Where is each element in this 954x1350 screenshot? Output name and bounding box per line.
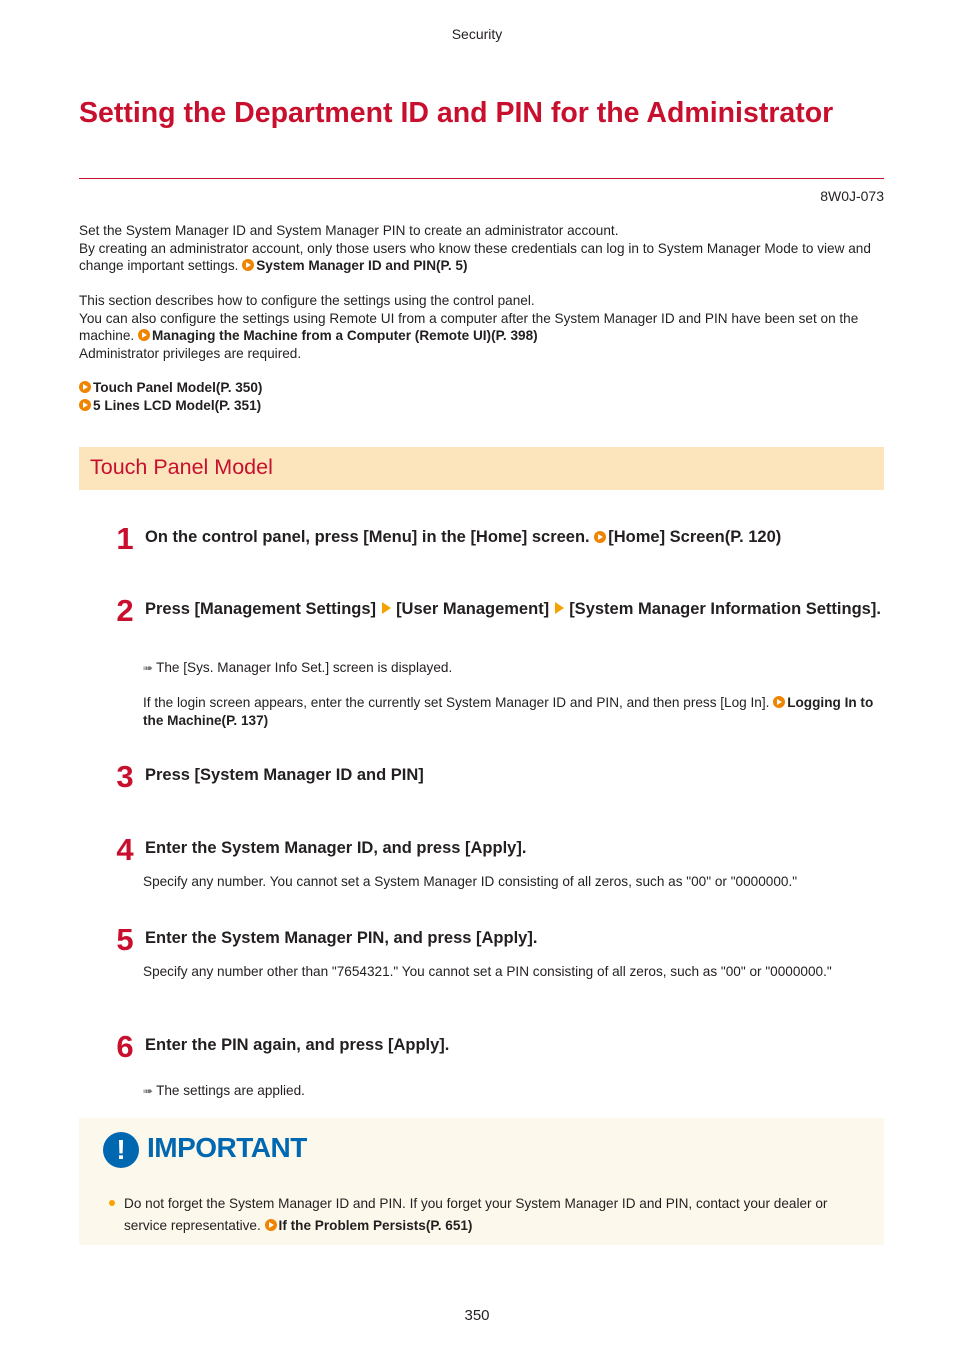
step-5-note: Specify any number other than "7654321." You cannot set a PIN consisting of all zeros, such as "00" or "0000000." [143,964,832,979]
important-body: Do not forget the System Manager ID and PIN. If you forget your System Manager ID and PIN, contact your dealer or service representative. [124,1196,828,1233]
link-label: Managing the Machine from a Computer (Remote UI)(P. 398) [151,328,538,343]
intro-line-4: You can also configure the settings using Remote UI from a computer after the System Manager ID and PIN have been set on the machine. [79,310,859,343]
step-6-result [143,1082,883,1101]
link-arrow-icon [265,1219,277,1231]
link-touch-panel-model[interactable] [79,380,262,395]
link-arrow-icon [242,259,254,271]
result-text: The [Sys. Manager Info Set.] screen is displayed. [156,660,453,675]
step-4-text: Enter the System Manager ID, and press [Apply]. [145,839,527,857]
link-arrow-icon [138,329,150,341]
step-label: Press [Management Settings] [145,600,377,618]
doc-code: 8W0J-073 [820,188,884,204]
result-arrow-icon: ➠ [143,661,154,675]
step-number: 1 [116,521,134,556]
bullet-icon [109,1200,115,1206]
link-label: [Home] Screen(P. 120) [608,528,782,546]
page-header: Security [451,26,503,42]
step-label: [User Management] [396,600,550,618]
link-system-manager-id[interactable] [242,258,467,273]
step-6-text: Enter the PIN again, and press [Apply]. [145,1036,450,1054]
intro-paragraph-1 [79,222,889,275]
intro-line-3: This section describes how to configure the settings using the control panel. [79,293,535,308]
intro-line-5: Administrator privileges are required. [79,345,302,361]
intro-line-2: By creating an administrator account, only those users who know these credentials can log in to System Manager Mode to view and change important settings. [79,240,871,273]
section-header [79,447,884,490]
step-4-note: Specify any number. You cannot set a System Manager ID consisting of all zeros, such as "00" or "0000000." [143,874,798,889]
page-number: 350 [464,1307,490,1324]
link-problem-persists[interactable] [265,1218,473,1233]
exclamation-icon: ! [103,1132,139,1168]
step-1-text [145,524,885,550]
step-label: [System Manager Information Settings]. [569,600,881,618]
note-text: If the login screen appears, enter the currently set System Manager ID and PIN, and then press [Log In]. [143,695,770,710]
step-2-note [143,694,883,729]
link-arrow-icon [79,399,91,411]
link-arrow-icon [773,696,785,708]
step-3-text: Press [System Manager ID and PIN] [145,766,424,784]
link-5-lines-lcd-model[interactable] [79,398,261,413]
link-remote-ui[interactable] [138,328,538,343]
step-number: 4 [116,832,134,867]
page-title: Setting the Department ID and PIN for the Administrator [79,97,834,129]
step-number: 6 [116,1029,134,1064]
link-label: System Manager ID and PIN(P. 5) [256,258,468,273]
menu-arrow-icon [382,602,391,614]
intro-line-1: Set the System Manager ID and System Manager PIN to create an administrator account. [79,223,619,238]
step-2-result [143,659,883,678]
link-home-screen[interactable] [594,528,781,546]
step-5-text: Enter the System Manager PIN, and press [Apply]. [145,929,538,947]
link-label: If the Problem Persists(P. 651) [278,1218,473,1233]
intro-paragraph-2 [79,292,889,362]
step-number: 3 [116,759,134,794]
link-arrow-icon [594,531,606,543]
important-box [79,1118,884,1245]
link-label: Touch Panel Model(P. 350) [93,380,263,395]
result-text: The settings are applied. [156,1083,305,1098]
link-label: Logging In to the Machine(P. 137) [143,695,874,728]
link-label: 5 Lines LCD Model(P. 351) [93,397,262,413]
menu-arrow-icon [555,602,564,614]
step-number: 5 [116,922,134,957]
step-2-text [145,596,885,622]
step-label: On the control panel, press [Menu] in the [Home] screen. [145,528,590,546]
title-rule [79,178,884,179]
important-title: IMPORTANT [147,1132,307,1163]
section-title: Touch Panel Model [90,455,273,479]
link-arrow-icon [79,381,91,393]
section-links [79,379,889,414]
step-number: 2 [116,593,134,628]
important-text [124,1193,864,1237]
result-arrow-icon: ➠ [143,1084,154,1098]
